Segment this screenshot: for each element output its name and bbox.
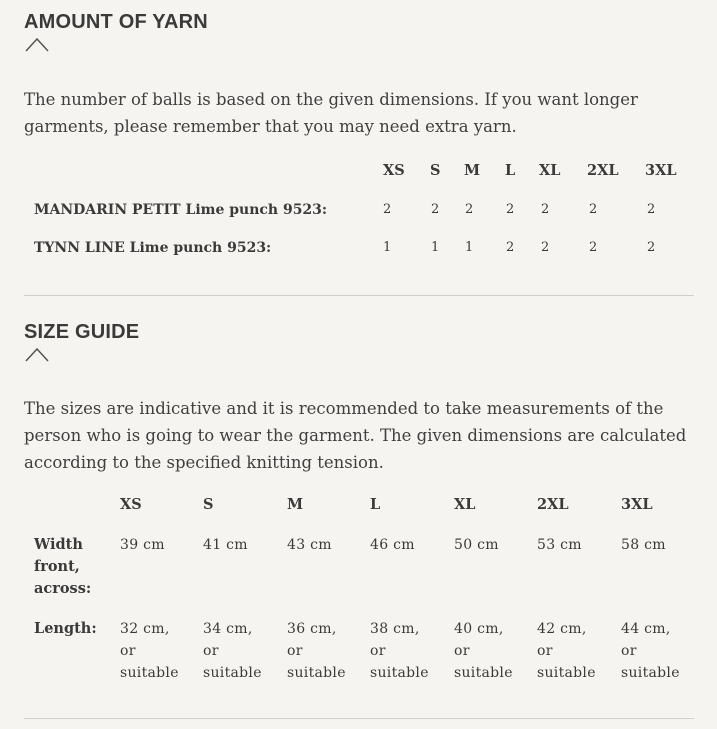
yarn-size-header: L <box>505 162 516 179</box>
yarn-size-header: 2XL <box>587 162 619 179</box>
size-cell: 34 cm, or suitable <box>203 621 262 681</box>
yarn-section-title: AMOUNT OF YARN <box>24 11 208 33</box>
yarn-row <box>34 202 694 240</box>
yarn-cell: 1 <box>465 240 474 255</box>
yarn-row-label: TYNN LINE Lime punch 9523: <box>34 240 272 256</box>
size-cell: 41 cm <box>203 537 248 553</box>
yarn-cell: 2 <box>647 202 656 217</box>
size-header: 3XL <box>621 496 653 513</box>
size-header: M <box>287 496 304 513</box>
yarn-cell: 1 <box>383 240 392 255</box>
section-divider <box>24 718 694 719</box>
size-cell: 43 cm <box>287 537 332 553</box>
section-divider <box>24 295 694 296</box>
yarn-cell: 2 <box>383 202 392 217</box>
size-row-label: Length: <box>34 620 97 637</box>
yarn-cell: 2 <box>647 240 656 255</box>
yarn-size-header: XS <box>383 162 405 179</box>
size-intro: The sizes are indicative and it is recommended to take measurements of the person who is going to wear the garment. The given dimensions are calculated according to the specified knitting tension. <box>24 399 687 472</box>
yarn-table-header <box>34 162 694 200</box>
size-cell: 32 cm, or suitable <box>120 621 179 681</box>
size-cell: 36 cm, or suitable <box>287 621 346 681</box>
chevron-up-icon[interactable] <box>24 346 50 364</box>
size-header: 2XL <box>537 496 569 513</box>
size-section-header[interactable] <box>24 320 139 364</box>
yarn-cell: 2 <box>431 202 440 217</box>
yarn-cell: 1 <box>431 240 440 255</box>
yarn-section-header[interactable] <box>24 10 208 54</box>
size-cell: 38 cm, or suitable <box>370 621 429 681</box>
yarn-cell: 2 <box>541 240 550 255</box>
yarn-size-header: M <box>464 162 481 179</box>
size-section-title: SIZE GUIDE <box>24 321 140 343</box>
yarn-size-header: 3XL <box>645 162 677 179</box>
chevron-up-icon[interactable] <box>24 36 50 54</box>
yarn-cell: 2 <box>465 202 474 217</box>
yarn-cell: 2 <box>506 202 515 217</box>
yarn-cell: 2 <box>589 240 598 255</box>
size-cell: 58 cm <box>621 537 666 553</box>
size-cell: 42 cm, or suitable <box>537 621 596 681</box>
size-cell: 40 cm, or suitable <box>454 621 513 681</box>
size-cell: 44 cm, or suitable <box>621 621 680 681</box>
size-header: L <box>370 496 381 513</box>
yarn-row-label: MANDARIN PETIT Lime punch 9523: <box>34 202 328 218</box>
yarn-cell: 2 <box>506 240 515 255</box>
size-cell: 50 cm <box>454 537 499 553</box>
size-row-label: Width front, across: <box>34 536 92 597</box>
yarn-size-header: XL <box>539 162 561 179</box>
yarn-intro: The number of balls is based on the given dimensions. If you want longer garments, please remember that you may need extra yarn. <box>24 90 638 136</box>
yarn-cell: 2 <box>589 202 598 217</box>
yarn-row <box>34 240 694 278</box>
size-header: XS <box>120 496 142 513</box>
size-cell: 53 cm <box>537 537 582 553</box>
size-cell: 39 cm <box>120 537 165 553</box>
size-header: S <box>203 496 214 513</box>
yarn-size-header: S <box>430 162 441 179</box>
size-cell: 46 cm <box>370 537 415 553</box>
yarn-table <box>34 162 694 278</box>
yarn-cell: 2 <box>541 202 550 217</box>
size-header: XL <box>454 496 476 513</box>
